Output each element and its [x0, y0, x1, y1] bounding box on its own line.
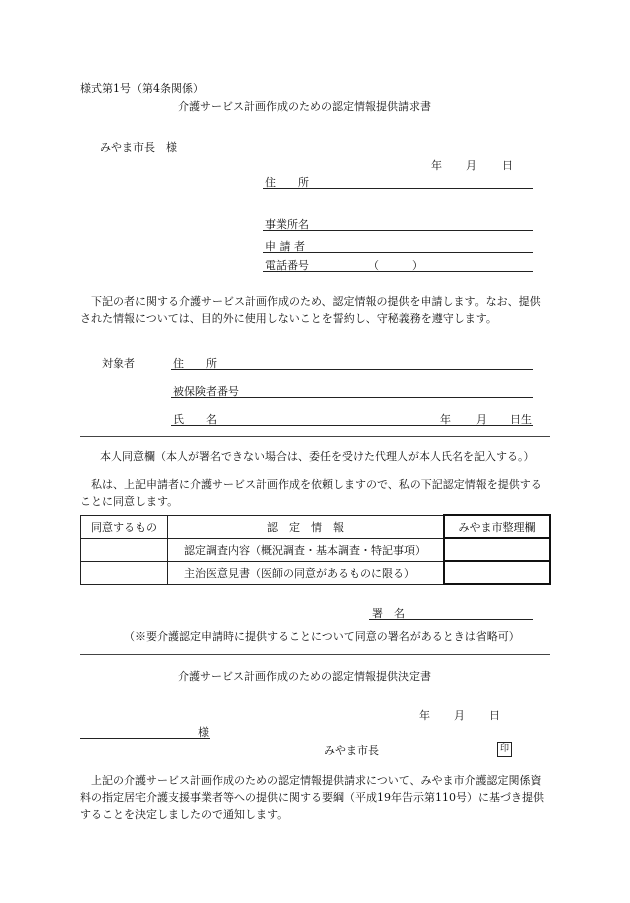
- phone-label: 電話番号: [265, 259, 309, 272]
- table-row: [81, 561, 551, 584]
- office-col-header: みやま市整理欄: [444, 515, 550, 538]
- consent-table: [80, 514, 551, 585]
- subject-address-label: 住 所: [173, 357, 217, 370]
- consent-table-header: [81, 515, 551, 538]
- request-body: 下記の者に関する介護サービス計画作成のため、認定情報の提供を申請します。なお、提供された情報については、目的外に使用しないことを誓約し、守秘義務を遵守します。: [80, 295, 541, 325]
- info-col-header: 認 定 情 報: [168, 515, 445, 538]
- dob-day: 日生: [510, 413, 532, 426]
- consent-checkbox-1[interactable]: [81, 538, 168, 561]
- consent-note: （※要介護認定申請時に提供することについて同意の署名があるときは省略可）: [124, 630, 520, 643]
- decision-body: 上記の介護サービス計画作成のための認定情報提供請求について、みやま市介護認定関係資料の指定居宅介護支援事業者等への提供に関する要綱（平成19年告示第110号）に基づき提供することを決定しましたので通知します。: [80, 774, 544, 821]
- date-month: 月: [466, 159, 477, 172]
- subject-address-field[interactable]: [171, 369, 533, 370]
- consent-checkbox-2[interactable]: [81, 561, 168, 584]
- insured-number-field[interactable]: [171, 397, 533, 398]
- dob-month: 月: [476, 413, 487, 426]
- office-cell-2: [444, 561, 550, 584]
- subject-label: 対象者: [102, 357, 135, 370]
- info-item-2: 主治医意見書（医師の同意があるものに限る）: [168, 561, 445, 584]
- phone-field[interactable]: [263, 271, 533, 272]
- recipient-suffix: 様: [198, 726, 209, 739]
- decision-date-day: 日: [489, 709, 500, 722]
- section-divider: [80, 654, 550, 655]
- office-cell-1: [444, 538, 550, 561]
- info-item-1: 認定調査内容（概況調査・基本調査・特記事項）: [168, 538, 445, 561]
- applicant-field[interactable]: [263, 252, 533, 253]
- subject-name-field[interactable]: [171, 425, 533, 426]
- decision-title: 介護サービス計画作成のための認定情報提供決定書: [178, 670, 431, 683]
- applicant-label: 申 請 者: [265, 240, 305, 253]
- signature-field[interactable]: [369, 619, 533, 620]
- applicant-address-field[interactable]: [263, 188, 533, 189]
- date-year: 年: [431, 159, 442, 172]
- phone-area-code: （ ）: [368, 259, 423, 272]
- office-name-field[interactable]: [263, 230, 533, 231]
- section-divider: [80, 436, 550, 437]
- table-row: [81, 538, 551, 561]
- consent-header: 本人同意欄（本人が署名できない場合は、委任を受けた代理人が本人氏名を記入する。）: [100, 450, 535, 463]
- insured-number-label: 被保険者番号: [173, 385, 239, 398]
- seal-mark: 印: [497, 742, 512, 757]
- subject-name-label: 氏 名: [173, 413, 217, 426]
- consent-body: 私は、上記申請者に介護サービス計画作成を依頼しますので、私の下記認定情報を提供することに同意します。: [80, 478, 542, 508]
- applicant-address-label: 住 所: [265, 176, 309, 189]
- consent-col-header: 同意するもの: [81, 515, 168, 538]
- signature-label: 署 名: [372, 607, 405, 620]
- request-title: 介護サービス計画作成のための認定情報提供請求書: [178, 100, 431, 113]
- dob-year: 年: [440, 413, 451, 426]
- issuer: みやま市長: [324, 744, 379, 757]
- form-number: 様式第1号（第4条関係）: [80, 82, 204, 95]
- date-day: 日: [502, 159, 513, 172]
- decision-date-year: 年: [419, 709, 430, 722]
- addressee: みやま市長 様: [100, 141, 177, 154]
- office-name-label: 事業所名: [265, 218, 309, 231]
- recipient-field[interactable]: [80, 738, 210, 739]
- decision-date-month: 月: [454, 709, 465, 722]
